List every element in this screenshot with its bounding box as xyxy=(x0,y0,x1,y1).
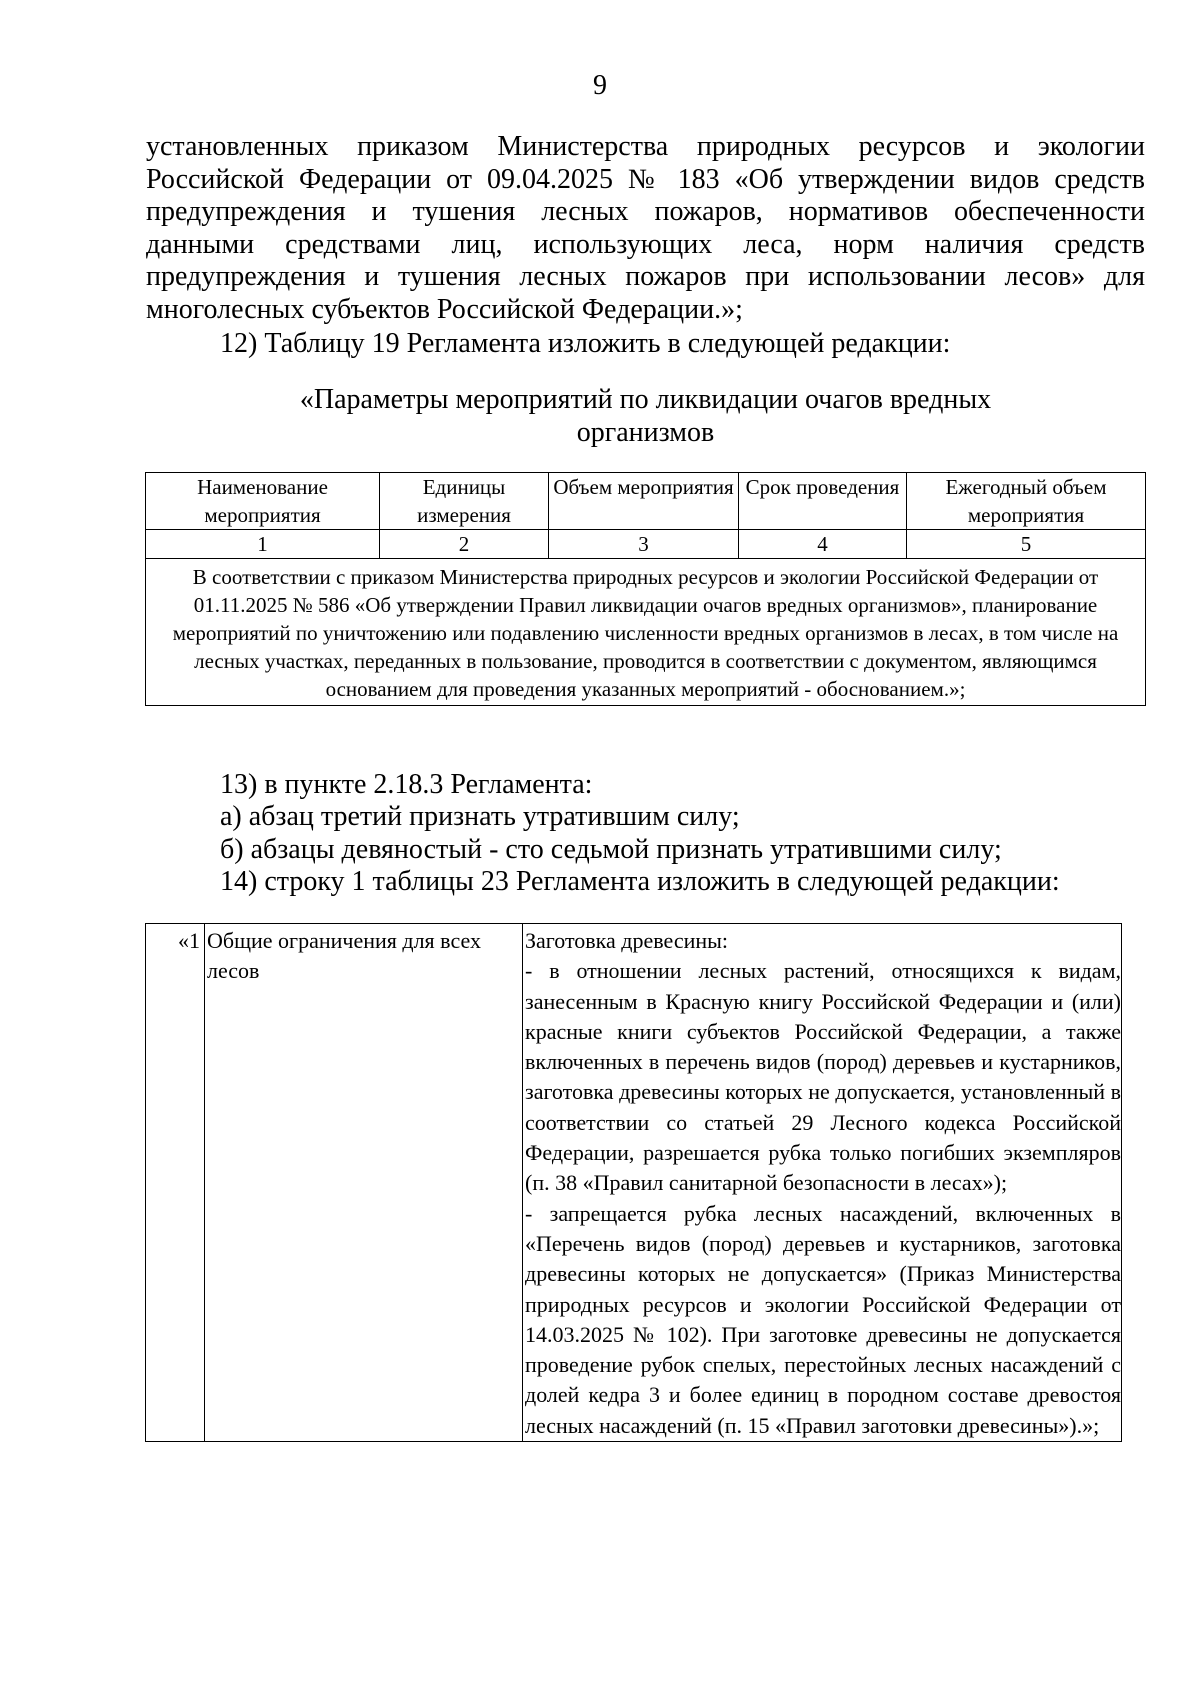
table-19-title xyxy=(146,383,1145,449)
table-19-number-row xyxy=(146,530,1146,559)
table-19-header-cell: Объем мероприятия xyxy=(549,473,739,530)
intro-paragraph: установленных приказом Министерства природных ресурсов и экологии Российской Федерации от 09.04.2025 № 183 «Об утверждении видов средств предупреждения и тушения лесных пожаров, нормативов обеспеченности данными средствами лиц, использующих леса, норм наличия средств предупреждения и тушения лесных пожаров при использовании лесов» для многолесных субъектов Российской Федерации.»; xyxy=(146,131,1145,325)
table-19-header-cell: Ежегодный объем мероприятия xyxy=(907,473,1146,530)
table-23-row-1 xyxy=(145,923,1122,1442)
table-19-column-number: 5 xyxy=(907,530,1146,559)
table-19-title-line-2: организмов xyxy=(576,417,715,448)
description-paragraph-2: - запрещается рубка лесных насаждений, включенных в «Перечень видов (пород) деревьев и кустарников, заготовка древесины которых не допускается» (Приказ Министерства природных ресурсов и экологии Российской Федерации от 14.03.2025 № 102). При заготовке древесины не допускается проведение рубок спелых, перестойных лесных насаждений с долей кедра 3 и более единиц в породном составе древостоя лесных насаждений (п. 15 «Правил заготовки древесины»).»; xyxy=(525,1200,1121,1438)
description-heading: Заготовка древесины: xyxy=(525,928,729,953)
table-19-note-row xyxy=(146,559,1146,706)
table-19-header-cell: Единицы измерения xyxy=(380,473,549,530)
item-13b-paragraph: б) абзацы девяностый - сто седьмой признать утратившими силу; xyxy=(220,834,1002,865)
page-number: 9 xyxy=(593,70,607,101)
table-19-note: В соответствии с приказом Министерства природных ресурсов и экологии Российской Федерации от 01.11.2025 № 586 «Об утверждении Правил ликвидации очагов вредных организмов», планирование мероприятий по уничтожению или подавлению численности вредных организмов в лесах, в том числе на лесных участках, переданных в пользование, проводится в соответствии с документом, являющимся основанием для проведения указанных мероприятий - обоснованием.»; xyxy=(146,559,1146,706)
table-19-column-number: 4 xyxy=(739,530,907,559)
item-13-paragraph: 13) в пункте 2.18.3 Регламента: xyxy=(220,769,593,800)
restriction-name: Общие ограничения для всех лесов xyxy=(205,924,523,1442)
table-19-header-cell: Срок проведения xyxy=(739,473,907,530)
item-12-paragraph: 12) Таблицу 19 Регламента изложить в следующей редакции: xyxy=(220,328,951,359)
description-paragraph-1: - в отношении лесных растений, относящихся к видам, занесенным в Красную книгу Российской Федерации и (или) красные книги субъектов Российской Федерации, а также включенных в перечень видов (пород) деревьев и кустарников, заготовка древесины которых не допускается, установленный в соответствии со статьей 29 Лесного кодекса Российской Федерации, разрешается рубка только погибших экземпляров (п. 38 «Правил санитарной безопасности в лесах»); xyxy=(525,958,1121,1196)
table-row xyxy=(146,924,1122,1442)
table-19-title-line-1: «Параметры мероприятий по ликвидации очагов вредных xyxy=(299,384,992,415)
item-14-paragraph: 14) строку 1 таблицы 23 Регламента изложить в следующей редакции: xyxy=(220,866,1060,897)
table-19-header-cell: Наименование мероприятия xyxy=(146,473,380,530)
restriction-description xyxy=(523,924,1122,1442)
table-19-column-number: 1 xyxy=(146,530,380,559)
table-19 xyxy=(145,472,1146,706)
row-number: «1 xyxy=(146,924,205,1442)
item-13a-paragraph: а) абзац третий признать утратившим силу; xyxy=(220,801,740,832)
table-19-column-number: 3 xyxy=(549,530,739,559)
table-19-header-row xyxy=(146,473,1146,530)
table-19-column-number: 2 xyxy=(380,530,549,559)
